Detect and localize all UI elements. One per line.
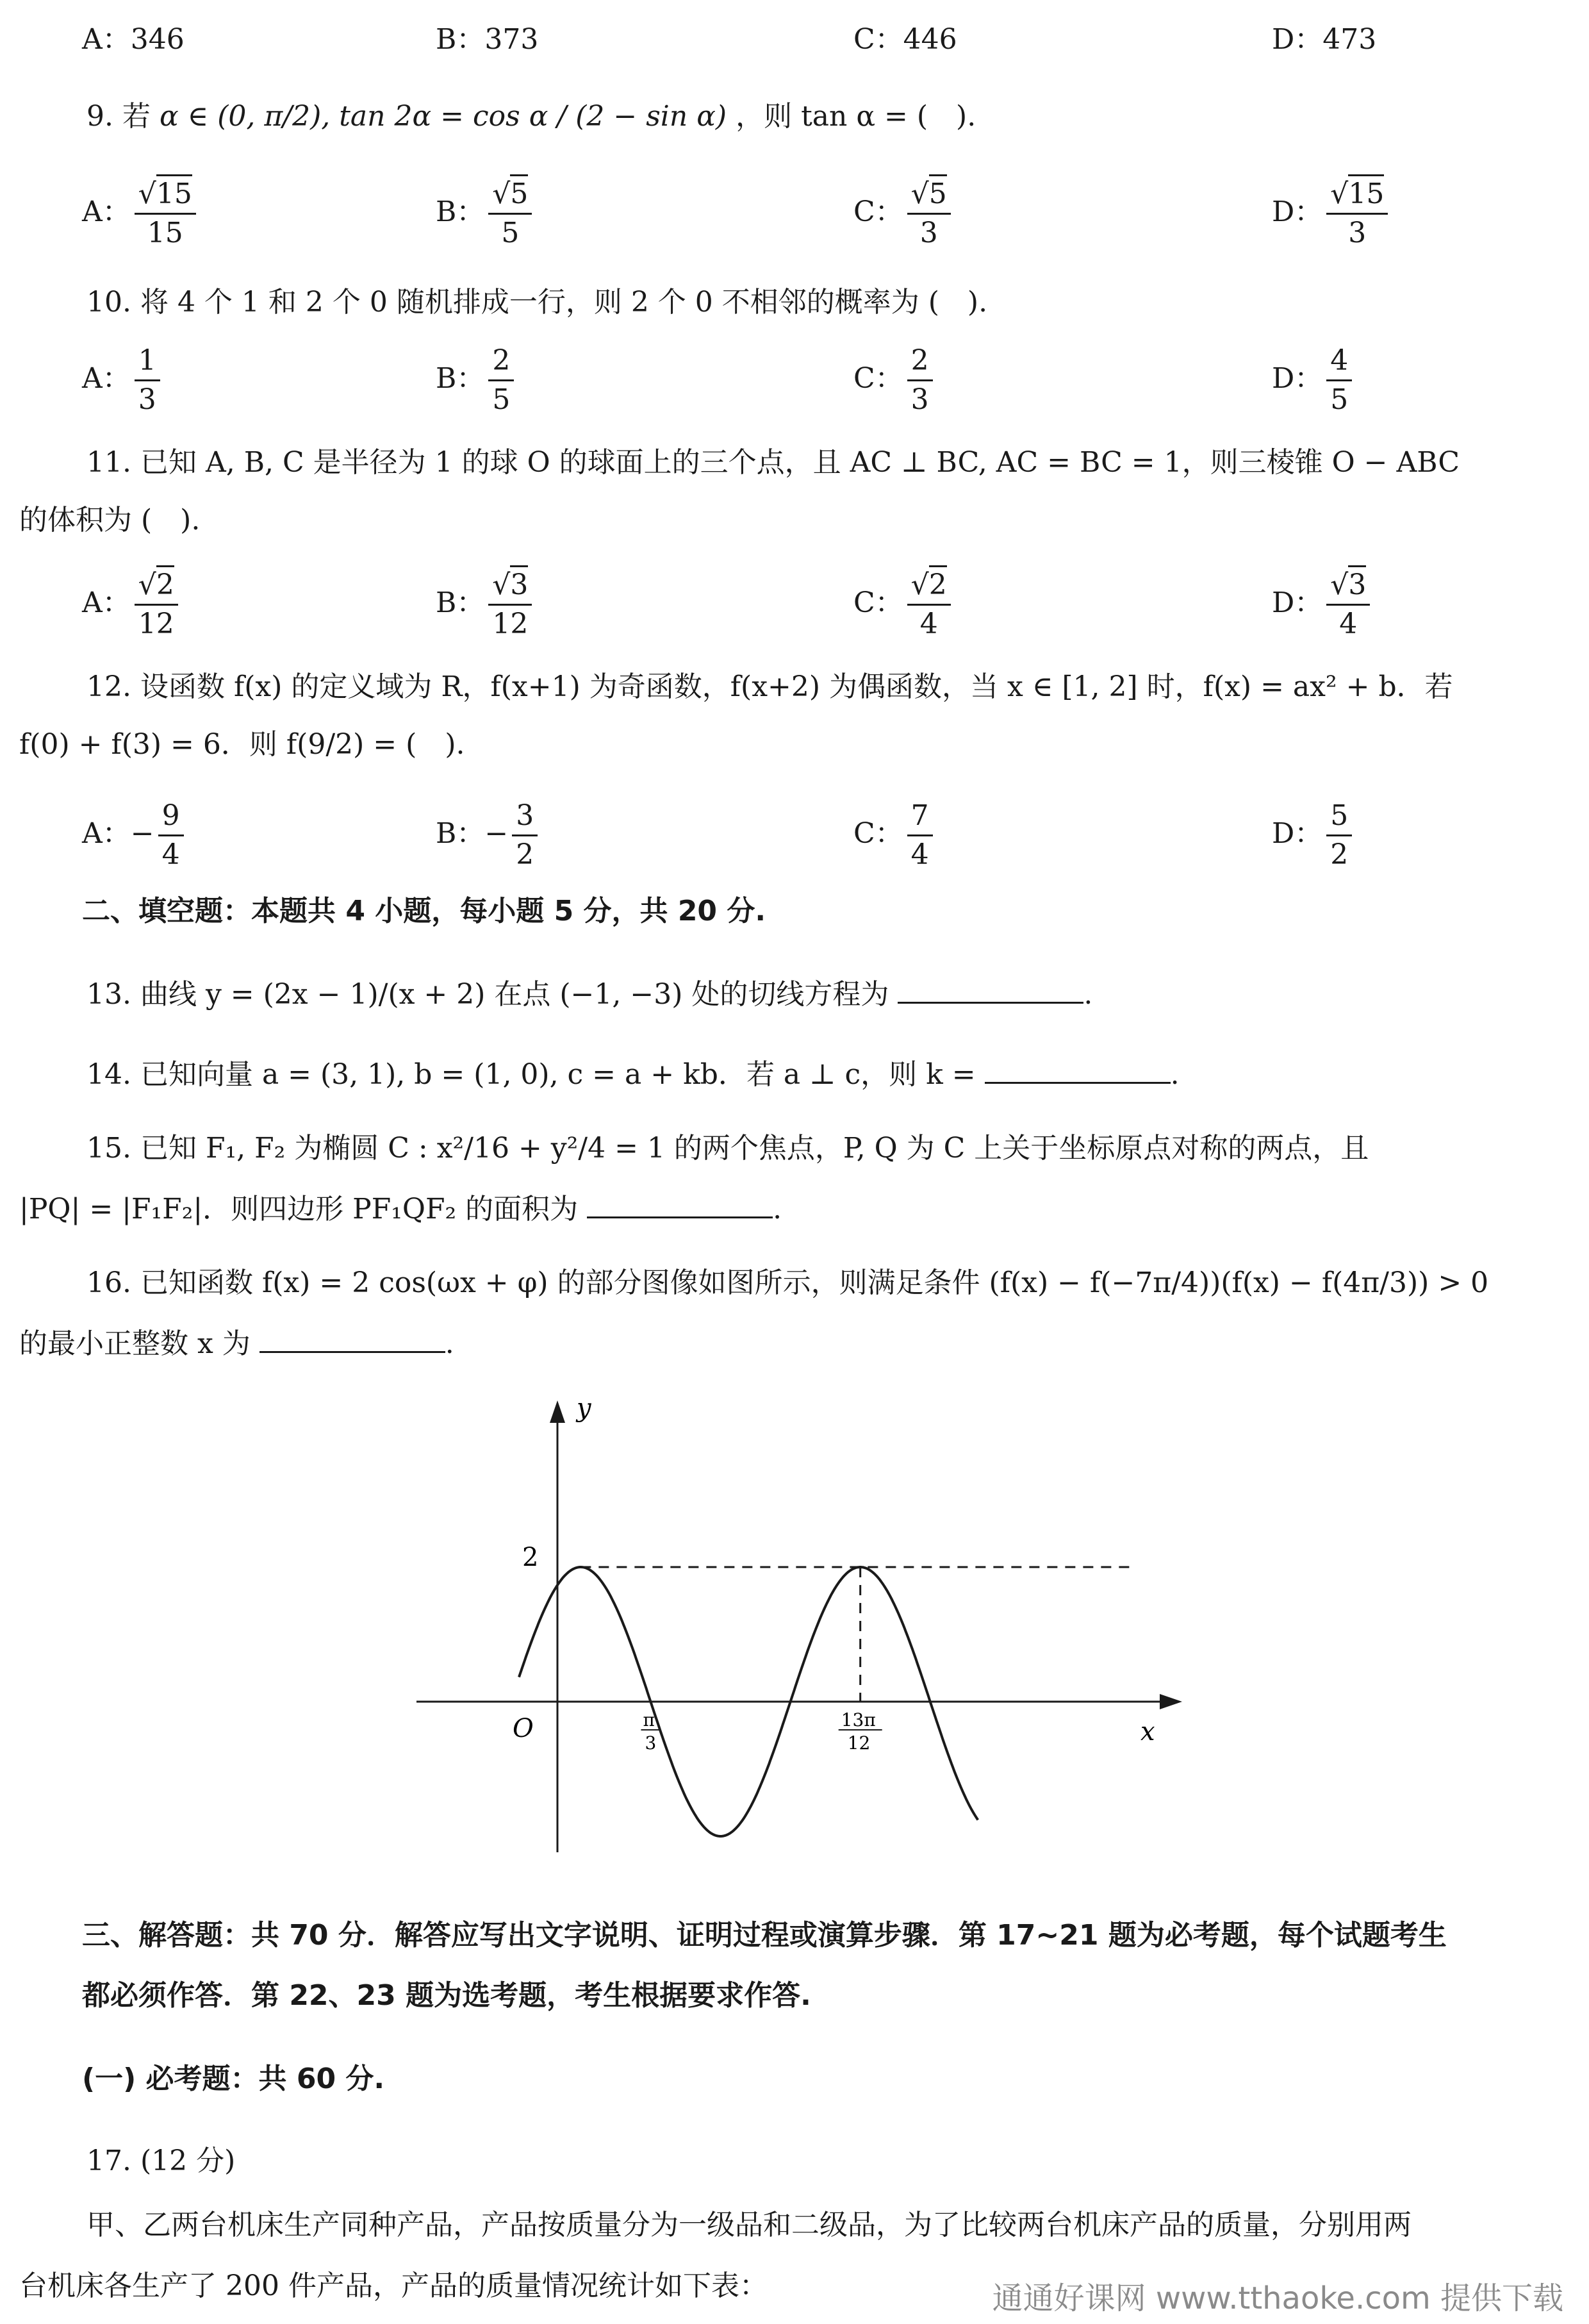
origin-label: O (513, 1714, 534, 1743)
q9-condition: α ∈ (0, π/2), tan 2α = cos α / (2 − sin α) (159, 100, 727, 133)
function-graph (397, 1391, 1192, 1865)
q14-stem: 14. 已知向量 a = (3, 1), b = (1, 0), c = a + kb．若 a ⊥ c，则 k = . (86, 1058, 1180, 1091)
q17-stem-line2: 台机床各生产了 200 件产品，产品的质量情况统计如下表： (19, 2270, 768, 2302)
q12-option-c: C： $\frac{7}{4}$ (853, 801, 937, 870)
x-tick-pi-over-3-num: π (643, 1709, 655, 1731)
y-tick-2: 2 (522, 1543, 539, 1572)
q9-stem: 9. 若 α ∈ (0, π/2), tan 2α = cos α / (2 − sin α) ，则 tan α = ( ). (86, 100, 976, 133)
q11-option-c: C： $\frac{√2}{4}$ (853, 570, 955, 639)
section-3-line1: 三、解答题：共 70 分．解答应写出文字说明、证明过程或演算步骤．第 17~21 题为必考题，每个试题考生 (82, 1919, 1447, 1952)
q11-option-a: A： $\frac{√2}{12}$ (82, 570, 182, 639)
q11-stem-line2: 的体积为 ( ). (19, 504, 201, 536)
x-tick-pi-over-3-den: 3 (645, 1732, 657, 1754)
q9-option-b: B： $\frac{√5}{5}$ (436, 179, 536, 248)
q17-stem-line1: 甲、乙两台机床生产同种产品，产品按质量分为一级品和二级品，为了比较两台机床产品的质量，分别用两 (86, 2209, 1412, 2241)
x-axis-label: x (1140, 1717, 1155, 1747)
q16-answer-blank[interactable] (259, 1332, 445, 1353)
q12-option-d: D： $\frac{5}{2}$ (1272, 801, 1356, 870)
q12-stem-line1: 12. 设函数 f(x) 的定义域为 R，f(x+1) 为奇函数，f(x+2) 为偶函数，当 x ∈ [1, 2] 时，f(x) = ax² + b．若 (86, 670, 1453, 703)
q11-option-d: D： $\frac{√3}{4}$ (1272, 570, 1374, 639)
q10-option-c: C： $\frac{2}{3}$ (853, 346, 937, 415)
q8-option-b: B：373 (436, 23, 539, 56)
q11-stem-line1: 11. 已知 A, B, C 是半径为 1 的球 O 的球面上的三个点，且 AC ⊥ BC, AC = BC = 1，则三棱锥 O − ABC (86, 446, 1460, 479)
q10-option-a: A： $\frac{1}{3}$ (82, 346, 164, 415)
q9-option-c: C： $\frac{√5}{3}$ (853, 179, 955, 248)
q12-option-b: B：− $\frac{3}{2}$ (436, 801, 541, 870)
q15-answer-blank[interactable] (587, 1197, 773, 1218)
q14-answer-blank[interactable] (985, 1063, 1171, 1084)
q8-option-c: C：446 (853, 23, 957, 56)
watermark-text: 通通好课网 www.tthaoke.com 提供下载 (992, 2280, 1563, 2316)
q13-stem: 13. 曲线 y = (2x − 1)/(x + 2) 在点 (−1, −3) 处的切线方程为 . (86, 978, 1093, 1011)
x-tick-13pi-over-12-den: 12 (847, 1732, 871, 1754)
q8-option-d: D：473 (1272, 23, 1377, 56)
y-axis-arrow (550, 1400, 565, 1423)
q9-option-a: A： $\frac{√15}{15}$ (82, 179, 200, 248)
q13-answer-blank[interactable] (898, 983, 1083, 1004)
q10-option-b: B： $\frac{2}{5}$ (436, 346, 518, 415)
section-2-title: 二、填空题：本题共 4 小题，每小题 5 分，共 20 分. (82, 895, 766, 927)
y-axis-label: y (577, 1393, 591, 1423)
q16-stem-line1: 16. 已知函数 f(x) = 2 cos(ωx + φ) 的部分图像如图所示，则满足条件 (f(x) − f(−7π/4))(f(x) − f(4π/3)) > 0 (86, 1266, 1489, 1299)
q12-stem-line2: f(0) + f(3) = 6．则 f(9/2) = ( ). (19, 728, 465, 761)
q9-option-d: D： $\frac{√15}{3}$ (1272, 179, 1392, 248)
q8-option-a: A：346 (82, 23, 185, 56)
section-3-line2: 都必须作答．第 22、23 题为选考题，考生根据要求作答. (82, 1979, 811, 2012)
x-tick-13pi-over-12-num: 13π (841, 1709, 876, 1731)
q12-option-a: A：− $\frac{9}{4}$ (82, 801, 188, 870)
q17-heading: 17. (12 分) (86, 2145, 236, 2177)
q10-stem: 10. 将 4 个 1 和 2 个 0 随机排成一行，则 2 个 0 不相邻的概率为 ( ). (86, 286, 988, 319)
q15-stem-line2: |PQ| = |F₁F₂|．则四边形 PF₁QF₂ 的面积为 . (19, 1193, 782, 1225)
q10-option-d: D： $\frac{4}{5}$ (1272, 346, 1356, 415)
q15-stem-line1: 15. 已知 F₁, F₂ 为椭圆 C : x²/16 + y²/4 = 1 的两个焦点，P, Q 为 C 上关于坐标原点对称的两点，且 (86, 1132, 1369, 1165)
q16-stem-line2: 的最小正整数 x 为 . (19, 1327, 454, 1360)
subsection-required: (一) 必考题：共 60 分. (82, 2063, 385, 2095)
x-axis-arrow (1160, 1694, 1182, 1709)
q11-option-b: B： $\frac{√3}{12}$ (436, 570, 536, 639)
